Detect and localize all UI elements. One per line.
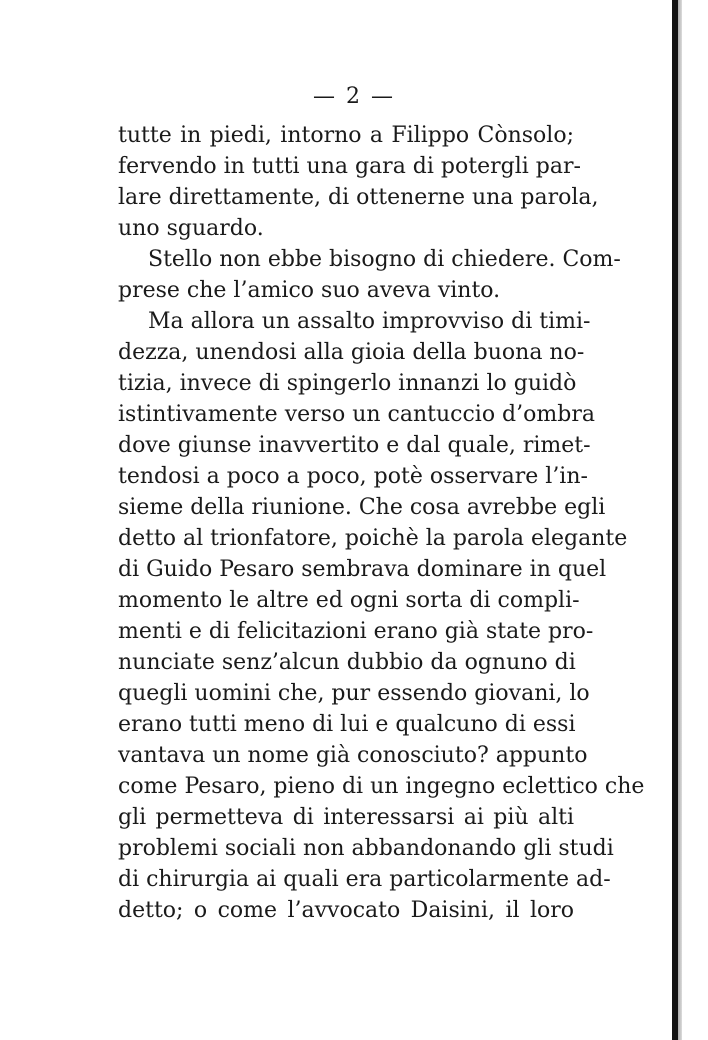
page-edge-shadow [678, 0, 682, 1040]
text-line: detto; o come l’avvocato Daisini, il loro [118, 898, 574, 923]
text-line: sieme della riunione. Che cosa avrebbe egli [118, 495, 606, 520]
text-line: momento le altre ed ogni sorta di compli- [118, 588, 580, 613]
text-line: tutte in piedi, intorno a Filippo Cònsolo; [118, 123, 574, 148]
text-line: di Guido Pesaro sembrava dominare in quel [118, 557, 607, 582]
text-line: uno sguardo. [118, 216, 264, 241]
page-number: — 2 — [313, 84, 395, 109]
text-line: lare direttamente, di ottenerne una parola, [118, 185, 599, 210]
text-line: quegli uomini che, pur essendo giovani, lo [118, 681, 590, 706]
text-line: detto al trionfatore, poichè la parola elegante [118, 526, 628, 551]
text-line: di chirurgia ai quali era particolarmente ad- [118, 867, 611, 892]
text-line: menti e di felicitazioni erano già state pro- [118, 619, 594, 644]
text-line: fervendo in tutti una gara di potergli par- [118, 154, 581, 179]
text-line: prese che l’amico suo aveva vinto. [118, 278, 501, 303]
body-text [118, 120, 645, 926]
text-line: erano tutti meno di lui e qualcuno di essi [118, 712, 576, 737]
text-line: tizia, invece di spingerlo innanzi lo guidò [118, 371, 577, 396]
text-line: Ma allora un assalto improvviso di timi- [148, 309, 591, 334]
text-line: Stello non ebbe bisogno di chiedere. Com- [148, 247, 621, 272]
book-spine-edge [672, 0, 678, 1040]
text-line: istintivamente verso un cantuccio d’ombra [118, 402, 595, 427]
text-line: tendosi a poco a poco, potè osservare l’in- [118, 464, 588, 489]
text-line: vantava un nome già conosciuto? appunto [118, 743, 588, 768]
text-line: nunciate senz’alcun dubbio da ognuno di [118, 650, 576, 675]
text-line: gli permetteva di interessarsi ai più alti [118, 805, 574, 830]
text-line: dove giunse inavvertito e dal quale, rimet- [118, 433, 591, 458]
text-line: problemi sociali non abbandonando gli studi [118, 836, 614, 861]
text-line: dezza, unendosi alla gioia della buona no- [118, 340, 585, 365]
text-line: come Pesaro, pieno di un ingegno eclettico che [118, 774, 645, 799]
